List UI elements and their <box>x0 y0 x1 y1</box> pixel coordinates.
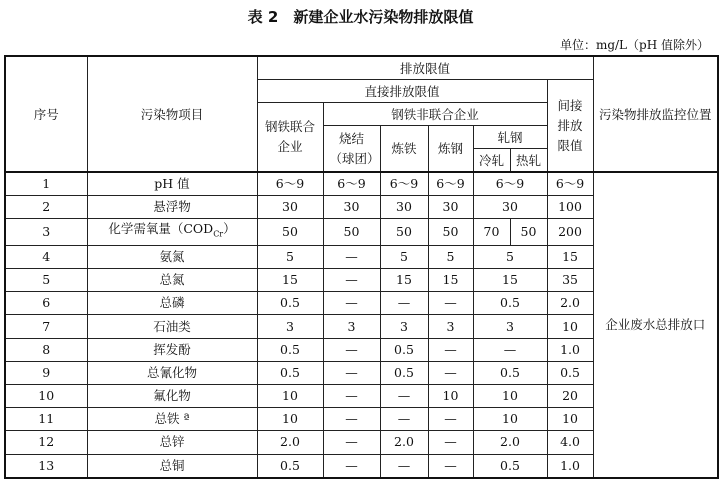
row-no: 8 <box>5 338 87 361</box>
cell-steel: — <box>428 431 473 454</box>
row-item: 总氮 <box>87 269 257 292</box>
cell-sinter: — <box>323 338 380 361</box>
cell-sinter: — <box>323 361 380 384</box>
cell-indirect: 1.0 <box>547 338 593 361</box>
cell-indirect: 15 <box>547 245 593 268</box>
row-item: 总磷 <box>87 292 257 315</box>
cell-rolling: 0.5 <box>473 292 547 315</box>
row-item: 氟化物 <box>87 385 257 408</box>
cell-joint: 15 <box>257 269 323 292</box>
cell-iron: — <box>380 292 428 315</box>
cell-steel: — <box>428 408 473 431</box>
cell-iron: 2.0 <box>380 431 428 454</box>
header-indirect: 间接排放限值 <box>547 80 593 173</box>
cell-steel: 50 <box>428 219 473 246</box>
cell-joint: 10 <box>257 385 323 408</box>
cell-iron: 0.5 <box>380 338 428 361</box>
cell-joint: 3 <box>257 315 323 338</box>
header-seq: 序号 <box>5 56 87 172</box>
cell-iron: 6～9 <box>380 172 428 196</box>
cell-indirect: 0.5 <box>547 361 593 384</box>
monitor-location-cell: 企业废水总排放口 <box>593 172 718 478</box>
cell-sinter: — <box>323 454 380 478</box>
header-hot-rolling: 热轧 <box>510 149 547 173</box>
row-no: 9 <box>5 361 87 384</box>
row-no: 10 <box>5 385 87 408</box>
row-no: 11 <box>5 408 87 431</box>
cell-rolling: — <box>473 338 547 361</box>
cell-indirect: 35 <box>547 269 593 292</box>
row-item: 总铜 <box>87 454 257 478</box>
cell-steel: — <box>428 338 473 361</box>
cell-indirect: 6～9 <box>547 172 593 196</box>
cell-sinter: — <box>323 431 380 454</box>
row-no: 13 <box>5 454 87 478</box>
cell-sinter: 3 <box>323 315 380 338</box>
header-sintering: 烧结（球团） <box>323 126 380 173</box>
cell-steel: 6～9 <box>428 172 473 196</box>
row-no: 12 <box>5 431 87 454</box>
header-ironmaking: 炼铁 <box>380 126 428 173</box>
row-no: 6 <box>5 292 87 315</box>
cell-indirect: 100 <box>547 196 593 219</box>
cell-joint: 0.5 <box>257 361 323 384</box>
cell-rolling: 3 <box>473 315 547 338</box>
row-no: 2 <box>5 196 87 219</box>
cell-indirect: 10 <box>547 408 593 431</box>
cell-hot: 50 <box>510 219 547 246</box>
cell-indirect: 1.0 <box>547 454 593 478</box>
cell-indirect: 4.0 <box>547 431 593 454</box>
cell-joint: 2.0 <box>257 431 323 454</box>
row-item <box>87 219 257 246</box>
row-no: 5 <box>5 269 87 292</box>
row-item-end: ） <box>223 221 236 237</box>
cell-joint: 6～9 <box>257 172 323 196</box>
row-item-sub: Cr <box>213 229 224 239</box>
cell-sinter: — <box>323 385 380 408</box>
cell-sinter: — <box>323 408 380 431</box>
cell-sinter: 50 <box>323 219 380 246</box>
header-direct-limits: 直接排放限值 <box>257 80 547 103</box>
row-item: 总氰化物 <box>87 361 257 384</box>
header-steel-non-joint: 钢铁非联合企业 <box>323 103 547 126</box>
cell-sinter: — <box>323 292 380 315</box>
cell-joint: 0.5 <box>257 454 323 478</box>
cell-iron: 5 <box>380 245 428 268</box>
row-item: 总锌 <box>87 431 257 454</box>
cell-sinter: — <box>323 245 380 268</box>
cell-indirect: 10 <box>547 315 593 338</box>
cell-sinter: 6～9 <box>323 172 380 196</box>
cell-joint: 0.5 <box>257 338 323 361</box>
row-no: 3 <box>5 219 87 246</box>
row-item: pH 值 <box>87 172 257 196</box>
cell-iron: 15 <box>380 269 428 292</box>
cell-steel: 10 <box>428 385 473 408</box>
row-item: 氨氮 <box>87 245 257 268</box>
row-item: 挥发酚 <box>87 338 257 361</box>
unit-note: 单位：mg/L（pH 值除外） <box>559 38 709 52</box>
cell-iron: 0.5 <box>380 361 428 384</box>
table-title: 表 2 新建企业水污染物排放限值 <box>247 8 474 26</box>
cell-joint: 30 <box>257 196 323 219</box>
header-monitor-location: 污染物排放监控位置 <box>593 56 718 172</box>
cell-steel: — <box>428 292 473 315</box>
row-no: 1 <box>5 172 87 196</box>
cell-rolling: 0.5 <box>473 454 547 478</box>
header-steelmaking: 炼钢 <box>428 126 473 173</box>
row-no: 7 <box>5 315 87 338</box>
cell-iron: — <box>380 408 428 431</box>
cell-steel: 30 <box>428 196 473 219</box>
cell-cold: 70 <box>473 219 510 246</box>
cell-steel: — <box>428 454 473 478</box>
cell-iron: 3 <box>380 315 428 338</box>
cell-indirect: 20 <box>547 385 593 408</box>
cell-rolling: 10 <box>473 385 547 408</box>
cell-sinter: — <box>323 269 380 292</box>
cell-steel: 15 <box>428 269 473 292</box>
cell-iron: 50 <box>380 219 428 246</box>
header-cold-rolling: 冷轧 <box>473 149 510 173</box>
cell-iron: — <box>380 454 428 478</box>
row-item: 悬浮物 <box>87 196 257 219</box>
header-discharge-limits: 排放限值 <box>257 56 593 80</box>
cell-sinter: 30 <box>323 196 380 219</box>
cell-joint: 50 <box>257 219 323 246</box>
header-item: 污染物项目 <box>87 56 257 172</box>
cell-rolling: 6～9 <box>473 172 547 196</box>
cell-rolling: 10 <box>473 408 547 431</box>
row-item-main: 化学需氧量（COD <box>108 221 214 237</box>
cell-indirect: 2.0 <box>547 292 593 315</box>
cell-steel: — <box>428 361 473 384</box>
cell-joint: 10 <box>257 408 323 431</box>
cell-rolling: 30 <box>473 196 547 219</box>
cell-rolling: 2.0 <box>473 431 547 454</box>
row-item: 总铁 ª <box>87 408 257 431</box>
cell-joint: 0.5 <box>257 292 323 315</box>
cell-iron: — <box>380 385 428 408</box>
row-item: 石油类 <box>87 315 257 338</box>
row-no: 4 <box>5 245 87 268</box>
cell-steel: 5 <box>428 245 473 268</box>
table-row <box>5 172 718 196</box>
cell-rolling: 15 <box>473 269 547 292</box>
cell-indirect: 200 <box>547 219 593 246</box>
header-steel-joint: 钢铁联合企业 <box>257 103 323 173</box>
cell-iron: 30 <box>380 196 428 219</box>
cell-steel: 3 <box>428 315 473 338</box>
cell-joint: 5 <box>257 245 323 268</box>
cell-rolling: 5 <box>473 245 547 268</box>
header-rolling: 轧钢 <box>473 126 547 149</box>
cell-rolling: 0.5 <box>473 361 547 384</box>
emission-limits-table <box>4 55 719 479</box>
